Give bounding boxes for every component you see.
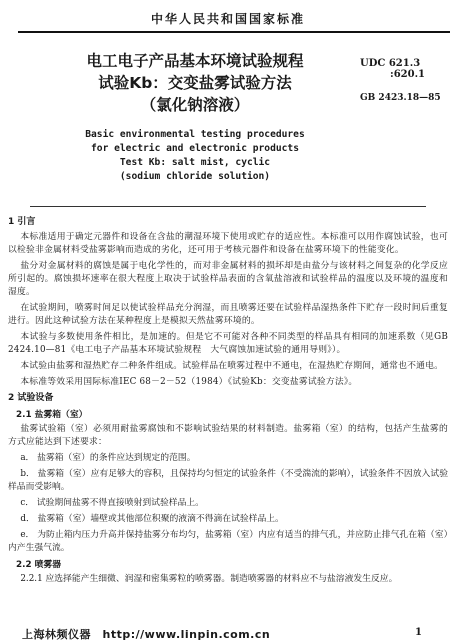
section-1-paragraph: 在试验期间，喷雾时间足以使试验样品充分润湿，而且喷雾还要在试验样品湿热条件下贮存一段时间后重复进行。因此这种试验方法在某种程度上是模拟天然盐雾环境的。 bbox=[8, 303, 448, 326]
list-item: d． 盐雾箱（室）墙壁或其他部位积聚的液滴不得滴在试验样品上。 bbox=[20, 514, 284, 524]
standard-header: 中华人民共和国国家标准 bbox=[150, 12, 305, 26]
section-1-paragraph: 本标准等效采用国际标准IEC 68－2－52（1984）《试验Kb：交变盐雾试验方法》。 bbox=[20, 377, 358, 387]
udc-line2: :620.1 bbox=[390, 69, 426, 80]
list-item: b． 盐雾箱（室）应有足够大的容积，且保持均匀恒定的试验条件（不受湍流的影响），试验条件不因放入试验样品而受影响。 bbox=[8, 469, 448, 492]
chinese-title-line1: 电工电子产品基本环境试验规程 bbox=[86, 52, 304, 70]
section-1-paragraph: 本标准适用于确定元器件和设备在含盐的潮湿环境下使用或贮存的适应性。本标准可以用作腐蚀试验，也可以检验非金属材料受盐雾影响而造成的劣化，还可用于考核元器件和设备在盐雾环境下的性能变化。 bbox=[8, 232, 448, 255]
list-item: c． 试验期间盐雾不得直接喷射到试验样品上。 bbox=[20, 498, 204, 508]
section-1-paragraph: 本试验与多数使用条件相比，是加速的。但是它不可能对各种不同类型的样品具有相同的加速系数（见GB 2424.10—81《电工电子产品基本环境试验规程 大气腐蚀加速试验的通用导则》）。 bbox=[8, 332, 448, 355]
section-1-heading: 1 引言 bbox=[8, 217, 36, 227]
english-title-line4: (sodium chloride solution) bbox=[119, 171, 271, 182]
english-title bbox=[0, 128, 390, 184]
section-1-paragraph: 盐分对金属材料的腐蚀是属于电化学性的，而对非金属材料的损坏却是由盐分与该材料之间复杂的化学反应所引起的。腐蚀损坏速率在很大程度上取决于试验样品表面的含氧盐溶液和试验样品的温度以及环境的温度和湿度。 bbox=[8, 261, 448, 297]
chinese-title bbox=[0, 50, 390, 116]
section-1-paragraph: 本试验由盐雾和湿热贮存二种条件组成。试验样品在喷雾过程中不通电，在湿热贮存期间，通常也不通电。 bbox=[20, 361, 444, 371]
chinese-title-line3: （氯化钠溶液） bbox=[140, 96, 250, 114]
english-title-line2: for electric and electronic products bbox=[91, 143, 299, 154]
english-title-line1: Basic environmental testing procedures bbox=[85, 129, 305, 140]
footer-watermark: 上海林频仪器 http://www.linpin.com.cn bbox=[22, 628, 271, 641]
english-title-line3: Test Kb: salt mist, cyclic bbox=[119, 157, 271, 168]
document-body bbox=[8, 216, 448, 589]
section-2-heading: 2 试验设备 bbox=[8, 393, 54, 403]
subsection-2-1-heading: 2.1 盐雾箱（室） bbox=[16, 410, 88, 420]
section-divider bbox=[30, 206, 426, 207]
gb-code: GB 2423.18—85 bbox=[360, 93, 441, 103]
page-number: 1 bbox=[415, 627, 422, 638]
udc-line1: UDC 621.3 bbox=[360, 58, 421, 69]
chinese-title-line2: 试验Kb：交变盐雾试验方法 bbox=[98, 74, 292, 92]
page-footer bbox=[0, 624, 456, 643]
list-item: e． 为防止箱内压力升高并保持盐雾分布均匀，盐雾箱（室）内应有适当的排气孔，并应防止排气孔在箱（室）内产生强气流。 bbox=[8, 530, 448, 553]
list-item: a． 盐雾箱（室）的条件应达到规定的范围。 bbox=[20, 453, 196, 463]
udc-code bbox=[360, 58, 425, 80]
header-rule bbox=[18, 31, 450, 33]
clause-2-2-1: 2.2.1 应选择能产生细微、润湿和密集雾粒的喷雾器。制造喷雾器的材料应不与盐溶液发生反应。 bbox=[20, 574, 398, 584]
subsection-2-1-paragraph: 盐雾试验箱（室）必须用耐盐雾腐蚀和不影响试验结果的材料制造。盐雾箱（室）的结构，包括产生盐雾的方式应能达到下述要求： bbox=[8, 424, 448, 447]
subsection-2-2-heading: 2.2 喷雾器 bbox=[16, 560, 62, 570]
